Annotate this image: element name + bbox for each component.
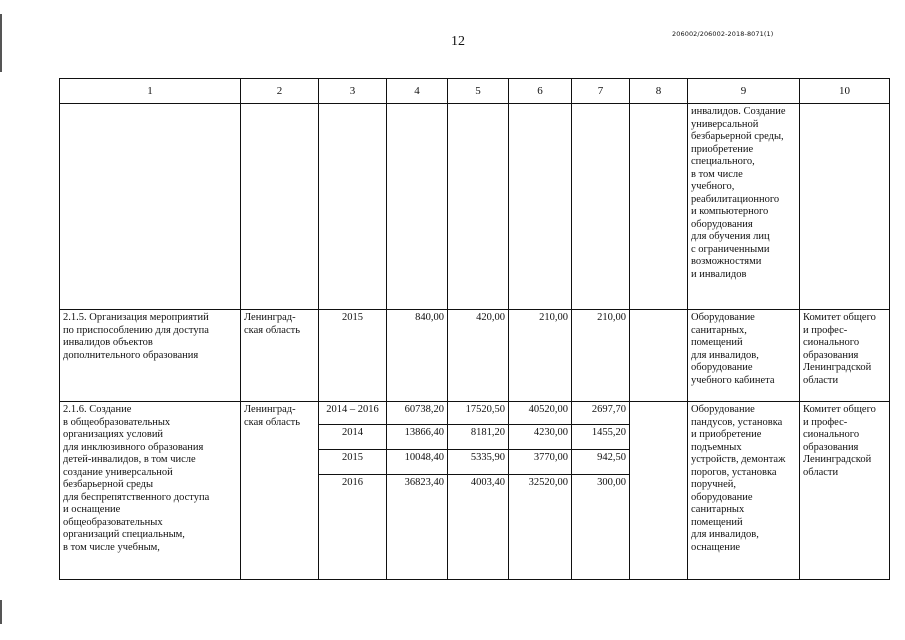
- measures-description: Оборудование санитарных, помещений для инвалидов, оборудование учебного кабинета: [688, 310, 800, 402]
- measures-description: Оборудование пандусов, установка и приобретение подъемных устройств, демонтаж порогов, установка поручней, оборудование санитарных помещений для инвалидов, оснащение: [688, 402, 800, 580]
- activity-name: 2.1.6. Создание в общеобразовательных организациях условий для инклюзивного образования детей-инвалидов, в том числе создание универсальной безбарьерной среды для беспрепятственного доступа и оснащение общеобразовательных организаций специальным, в том числе учебным,: [60, 402, 241, 580]
- header-cell: 9: [688, 79, 800, 104]
- region-cell: Ленинград- ская область: [241, 310, 319, 402]
- empty-cell: [630, 402, 688, 580]
- header-cell: 2: [241, 79, 319, 104]
- period-cell: 2015: [319, 450, 387, 475]
- amount-cell: 210,00: [509, 310, 572, 402]
- header-cell: 7: [572, 79, 630, 104]
- document-id: 206002/206002-2018-8071(1): [672, 30, 774, 38]
- amount-cell: 4003,40: [448, 475, 509, 580]
- period-cell: 2014: [319, 425, 387, 450]
- table-row-continued: [60, 104, 890, 310]
- amount-cell: 32520,00: [509, 475, 572, 580]
- period-cell: 2015: [319, 310, 387, 402]
- amount-cell: 840,00: [387, 310, 448, 402]
- responsible-body: Комитет общего и профес- сионального образования Ленинградской области: [800, 402, 890, 580]
- amount-cell: 8181,20: [448, 425, 509, 450]
- empty-cell: [630, 310, 688, 402]
- amount-cell: 4230,00: [509, 425, 572, 450]
- header-cell: 5: [448, 79, 509, 104]
- header-cell: 3: [319, 79, 387, 104]
- amount-cell: 60738,20: [387, 402, 448, 425]
- responsible-body: Комитет общего и профес- сионального образования Ленинградской области: [800, 310, 890, 402]
- amount-cell: 1455,20: [572, 425, 630, 450]
- amount-cell: 942,50: [572, 450, 630, 475]
- header-cell: 4: [387, 79, 448, 104]
- amount-cell: 210,00: [572, 310, 630, 402]
- amount-cell: 5335,90: [448, 450, 509, 475]
- table-row-2-1-5: [60, 310, 890, 402]
- activity-name: 2.1.5. Организация мероприятий по приспособлению для доступа инвалидов объектов дополнительного образования: [60, 310, 241, 402]
- header-cell: 1: [60, 79, 241, 104]
- amount-cell: 17520,50: [448, 402, 509, 425]
- header-cell: 10: [800, 79, 890, 104]
- page-edge-mark-bottom: [0, 600, 2, 624]
- amount-cell: 420,00: [448, 310, 509, 402]
- amount-cell: 36823,40: [387, 475, 448, 580]
- amount-cell: 3770,00: [509, 450, 572, 475]
- period-cell: 2014 – 2016: [319, 402, 387, 425]
- amount-cell: 40520,00: [509, 402, 572, 425]
- page-number: 12: [451, 34, 465, 49]
- region-cell: Ленинград- ская область: [241, 402, 319, 580]
- amount-cell: 13866,40: [387, 425, 448, 450]
- table-row-2-1-6: [60, 402, 890, 425]
- page-edge-mark-top: [0, 14, 2, 72]
- measures-description-continued: инвалидов. Создание универсальной безбарьерной среды, приобретение специального, в том числе учебного, реабилитационного и компьютерного оборудования для обучения лиц с ограниченными возможностями и инвалидов: [688, 104, 800, 310]
- header-cell: 6: [509, 79, 572, 104]
- period-cell: 2016: [319, 475, 387, 580]
- amount-cell: 300,00: [572, 475, 630, 580]
- amount-cell: 10048,40: [387, 450, 448, 475]
- header-cell: 8: [630, 79, 688, 104]
- program-table: [59, 78, 890, 580]
- amount-cell: 2697,70: [572, 402, 630, 425]
- table-header-row: [60, 79, 890, 104]
